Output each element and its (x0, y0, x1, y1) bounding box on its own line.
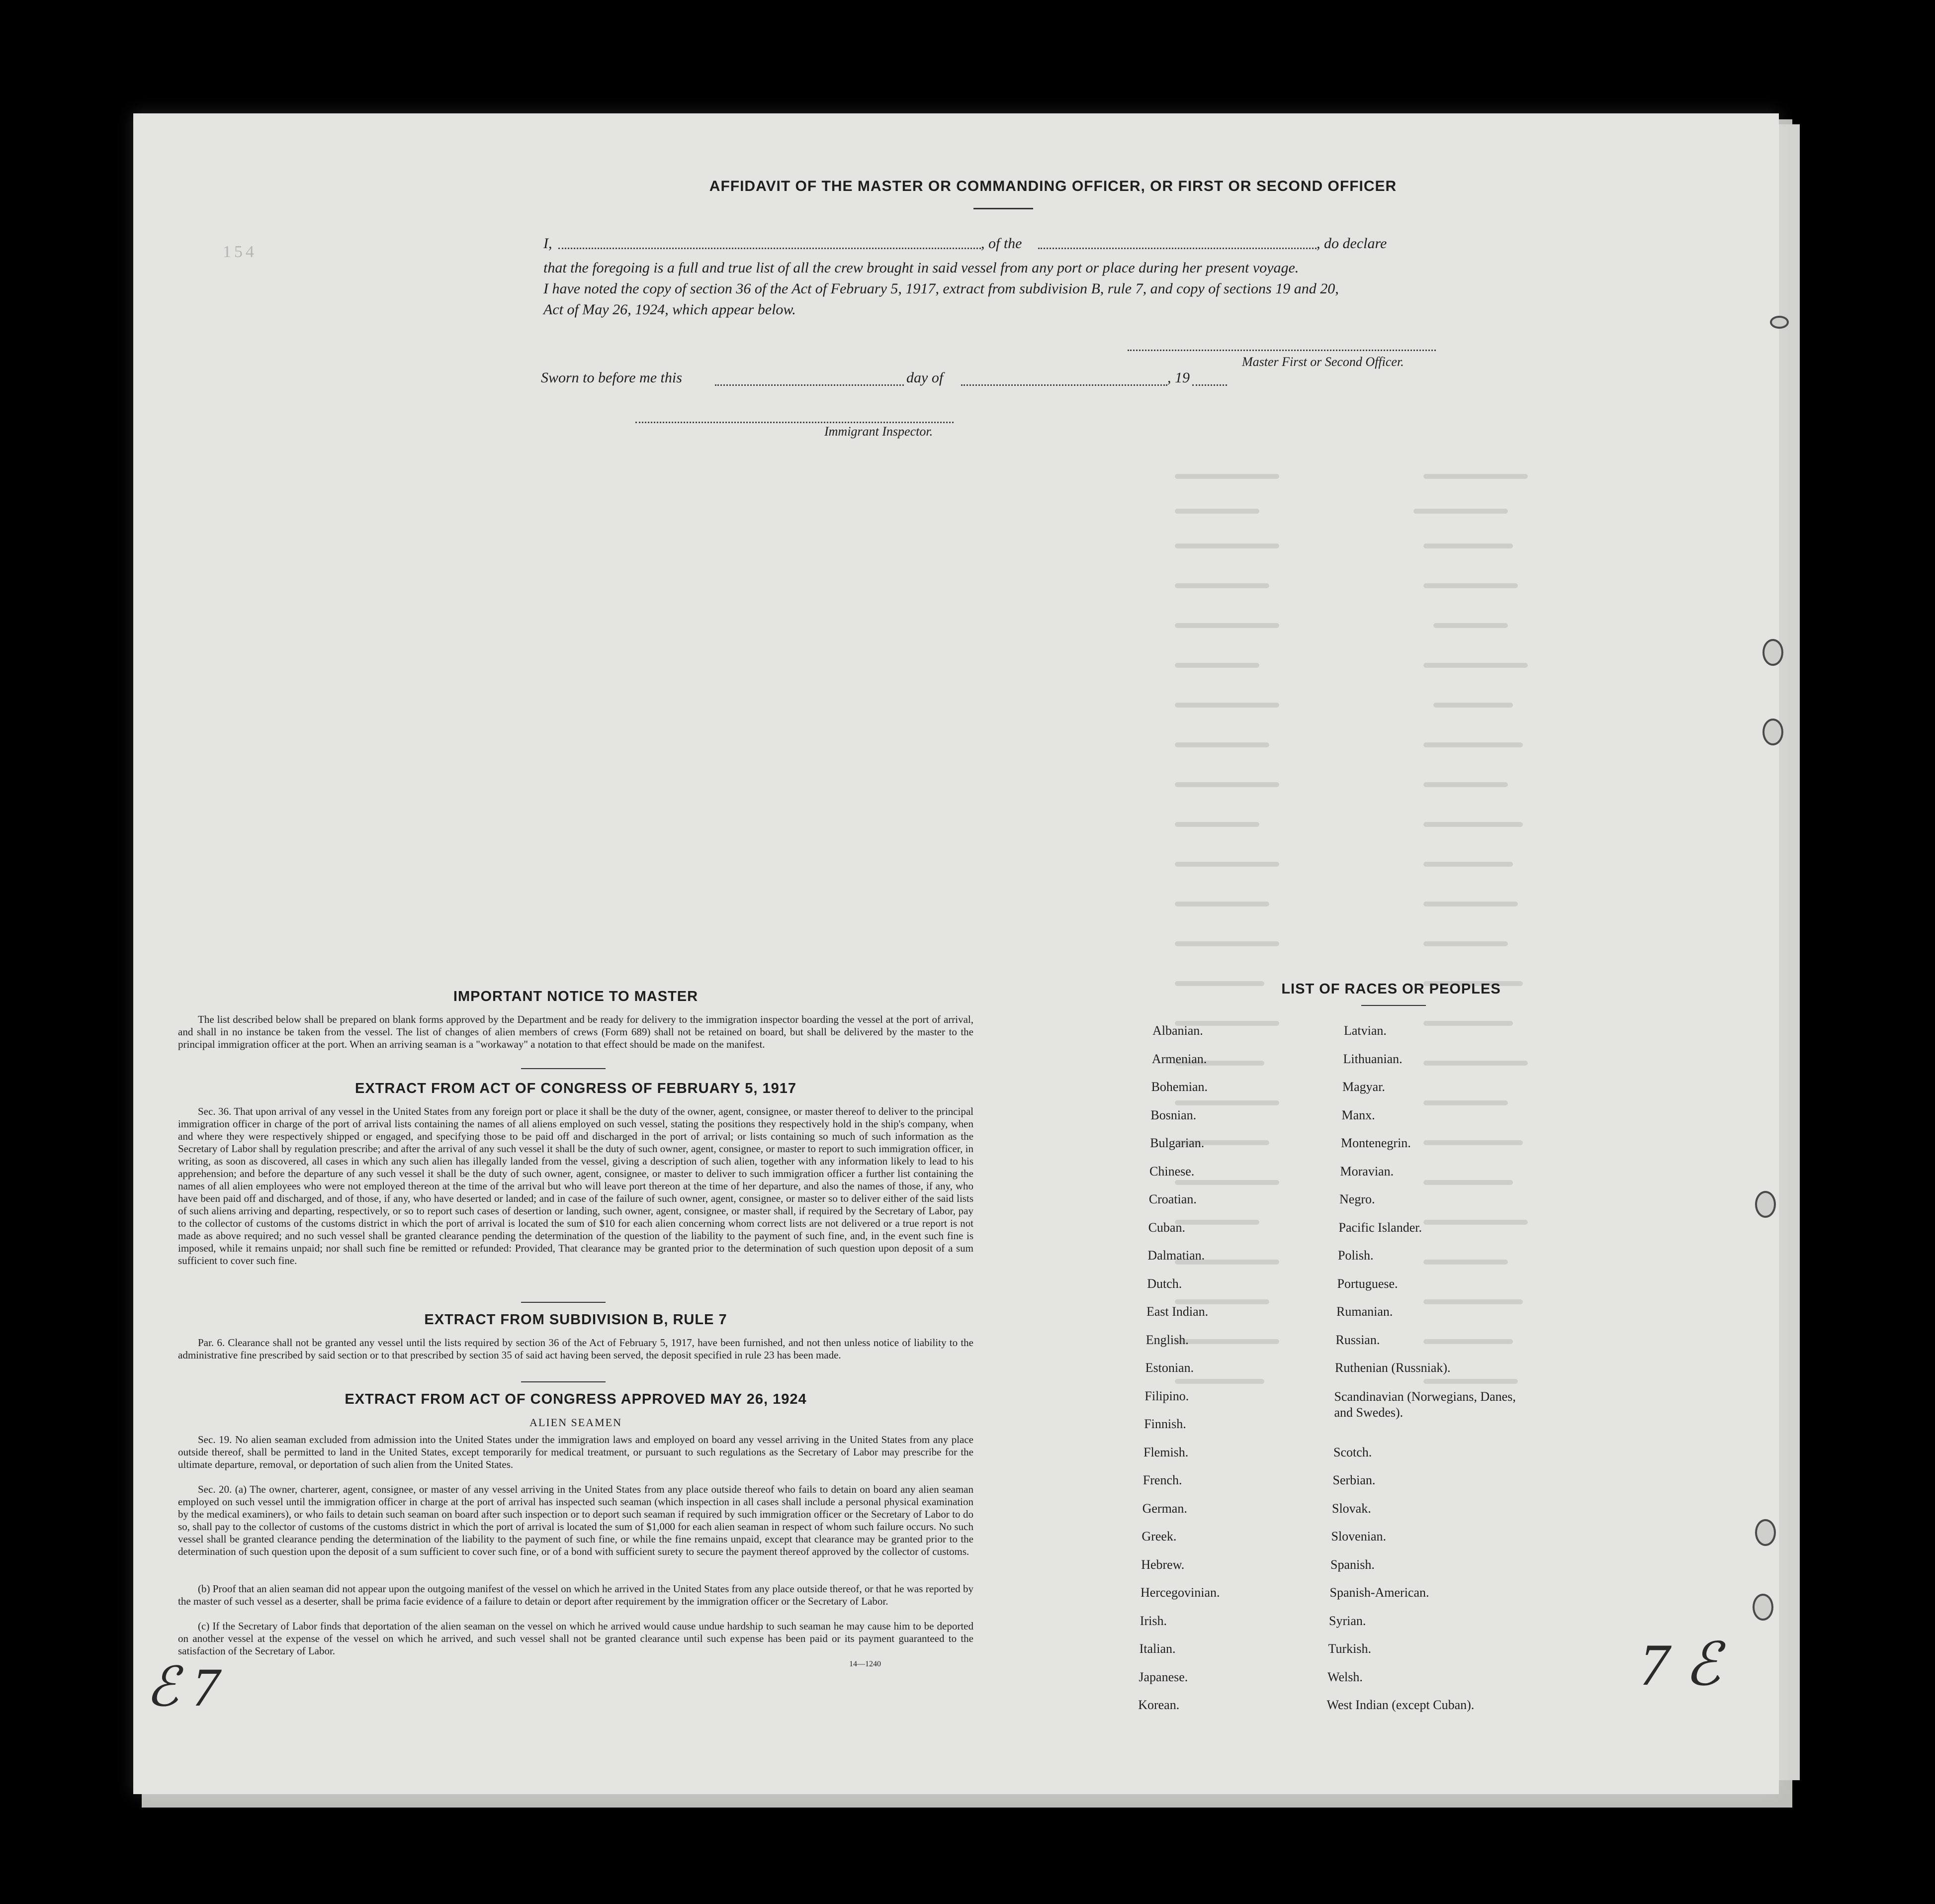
race-item: Spanish-American. (1329, 1585, 1429, 1600)
notice-divider (521, 1068, 606, 1069)
handwritten-mark-left: ℰ 7 (146, 1657, 220, 1718)
race-item: Chinese. (1149, 1164, 1195, 1179)
race-item: Polish. (1338, 1248, 1374, 1263)
binder-hole (1755, 1519, 1776, 1546)
extract-rule7-divider (521, 1381, 606, 1382)
race-item: Korean. (1138, 1698, 1180, 1712)
extract-1917-title: EXTRACT FROM ACT OF CONGRESS OF FEBRUARY 5, 1917 (354, 1081, 797, 1096)
race-item: Lithuanian. (1343, 1051, 1403, 1066)
sworn-month-field[interactable] (961, 384, 1167, 386)
extract-1924-sec20c: (c) If the Secretary of Labor finds that deportation of the alien seaman on the vessel on which he arrived would cause undue hardship to such seaman he may cause him to be deported on another vessel at the expense of the vessel on which he arrived, and such vessel shall not be granted clearance until such expense has been paid or its payment guaranteed to the satisfaction of the Secretary of Labor. (178, 1620, 973, 1657)
race-item: Magyar. (1342, 1080, 1385, 1094)
notice-title: IMPORTANT NOTICE TO MASTER (453, 989, 699, 1004)
sworn-day-of-label: day of (906, 369, 944, 386)
inspector-signature-field[interactable] (635, 422, 954, 423)
declare-of-label: , of the (981, 235, 1022, 252)
race-item: Rumanian. (1336, 1304, 1393, 1319)
declare-suffix: , do declare (1317, 235, 1387, 252)
race-item: Armenian. (1151, 1051, 1207, 1066)
race-item: Greek. (1142, 1529, 1177, 1543)
sworn-prefix: Sworn to before me this (541, 369, 682, 386)
race-item: Dutch. (1147, 1276, 1182, 1291)
page-mark: 154 (223, 243, 257, 261)
race-item: Croatian. (1148, 1192, 1197, 1206)
affidavit-line-3: I have noted the copy of section 36 of the Act of February 5, 1917, extract from subdivision B, rule 7, and copy of sections 19 and 20, (543, 280, 1339, 297)
race-item: Ruthenian (Russniak). (1335, 1360, 1451, 1375)
races-title: LIST OF RACES OR PEOPLES (1281, 981, 1501, 997)
officer-signature-field[interactable] (1128, 350, 1436, 351)
race-item: Albanian. (1152, 1023, 1203, 1038)
race-item: Dalmatian. (1147, 1248, 1205, 1263)
extract-1917-divider (521, 1302, 606, 1303)
binder-hole (1753, 1594, 1773, 1621)
race-item: Negro. (1339, 1192, 1375, 1206)
binder-hole (1770, 316, 1789, 329)
race-item: Hebrew. (1141, 1557, 1185, 1572)
race-item: French. (1143, 1473, 1182, 1487)
race-item: Bulgarian. (1150, 1136, 1205, 1150)
race-item: Serbian. (1332, 1473, 1376, 1487)
race-item: Turkish. (1328, 1641, 1371, 1656)
affidavit-statement (543, 258, 1587, 320)
document-page (133, 113, 1779, 1794)
race-item: Bohemian. (1151, 1080, 1208, 1094)
race-item: Scandinavian (Norwegians, Danes, and Swedes). (1334, 1389, 1516, 1420)
extract-1924-sec20b: (b) Proof that an alien seaman did not appear upon the outgoing manifest of the vessel on which he arrived in the United States from any place outside thereof, or that he was reported by the master of such vessel as a deserter, shall be prima facie evidence of a failure to detain or deport after requirement by the immigration officer or the Secretary of Labor. (178, 1583, 973, 1607)
affidavit-line-2: that the foregoing is a full and true list of all the crew brought in said vessel from any port or place during her present voyage. (543, 260, 1299, 276)
race-item: Italian. (1139, 1641, 1176, 1656)
race-item: Cuban. (1148, 1220, 1185, 1235)
race-item: Filipino. (1144, 1388, 1189, 1403)
race-item: Slovenian. (1331, 1529, 1386, 1543)
race-item: Portuguese. (1337, 1276, 1398, 1291)
declare-i-label: I, (543, 235, 552, 252)
title-underline (973, 208, 1033, 209)
race-item: Japanese. (1139, 1669, 1188, 1684)
affidavit-title: AFFIDAVIT OF THE MASTER OR COMMANDING OFFICER, OR FIRST OR SECOND OFFICER (709, 178, 1397, 194)
extract-rule7-title: EXTRACT FROM SUBDIVISION B, RULE 7 (424, 1312, 727, 1328)
race-item: Finnish. (1144, 1417, 1186, 1431)
extract-rule7-body: Par. 6. Clearance shall not be granted any vessel until the lists required by section 36 of the Act of February 5, 1917, have been furnished, and not then unless notice of liability to the administrative fine prescribed by said section or to that prescribed by section 35 of said act having been served, the deposit specified in rule 23 has been made. (178, 1337, 973, 1361)
race-item: Moravian. (1340, 1164, 1394, 1179)
extract-1917-body: Sec. 36. That upon arrival of any vessel in the United States from any foreign port or place it shall be the duty of the owner, agent, consignee, or master thereof to deliver to the principal immigration officer in charge of the port of arrival lists containing the names of all aliens employed on such vessel, stating the positions they respectively hold in the ship's company, when and where they were respectively shipped or engaged, and specifying those to be paid off and discharged in the port of arrival; or lists containing so much of such information as the Secretary of Labor shall by regulation prescribe; and after the arrival of any such vessel it shall be the duty of such owner, agent, consignee, or master to report to such immigration officer, in writing, as soon as discovered, all cases in which any such alien has illegally landed from the vessel, giving a description of such alien, together with any information likely to lead to his apprehension; and before the departure of any such vessel it shall be the duty of such owner, agent, consignee, or master to deliver to such immigration officer a further list containing the names of all alien employees who were not employed thereon at the time of the arrival but who will leave port thereon at the time of her departure, and also the names of those, if any, who have been paid off and discharged, and of those, if any, who have deserted or landed; and in case of the failure of such owner, agent, consignee, or master so to deliver either of the said lists of such aliens arriving and departing, respectively, or so to report such cases of desertion or landing, such owner, agent, consignee, or master shall, if required by the Secretary of Labor, pay to the collector of customs of the customs district in which the port of arrival is located the sum of $10 for each alien concerning whom correct lists are not delivered or a true report is not made as above required; and no such vessel shall be granted clearance pending the determination of the question of the liability to the payment of such fine, and, in the event such fine is imposed, while it remains unpaid; nor shall such fine be remitted or refunded: Provided, That clearance may be granted prior to the determination of such question upon deposit of a sum sufficient to cover such fine. (178, 1105, 973, 1267)
race-item: Russian. (1335, 1332, 1380, 1347)
extract-1924-title: EXTRACT FROM ACT OF CONGRESS APPROVED MAY 26, 1924 (345, 1391, 807, 1407)
declarant-name-field[interactable] (558, 248, 981, 249)
binder-hole (1755, 1191, 1776, 1218)
race-item: Welsh. (1327, 1669, 1363, 1684)
race-item: Slovak. (1332, 1501, 1371, 1516)
vessel-name-field[interactable] (1038, 248, 1317, 249)
race-item: English. (1145, 1332, 1189, 1347)
extract-1924-sec20a: Sec. 20. (a) The owner, charterer, agent, consignee, or master of any vessel arriving in the United States from any place outside thereof who fails to detain on board any alien seaman employed on such vessel until the immigration officer in charge at the port of arrival has inspected such seaman (which inspection in all cases shall include a personal physical examination by the medical examiners), or who fails to detain such seaman on board after such inspection or to deport such seaman if required by such immigration officer or the Secretary of Labor to do so, shall pay to the collector of customs of the customs district in which the port of arrival is located the sum of $1,000 for each alien seaman in respect of whom such failure occurs. No such vessel shall be granted clearance pending the determination of the liability to the payment of such fine, or while the fine remains unpaid, except that clearance may be granted prior to the determination of such question upon the deposit of a sum sufficient to cover such fine, or of a bond with sufficient surety to secure the payment thereof approved by the collector of customs. (178, 1483, 973, 1557)
form-number: 14—1240 (849, 1660, 881, 1668)
sworn-year-label: , 19 (1167, 369, 1190, 386)
extract-1924-sec19: Sec. 19. No alien seaman excluded from admission into the United States under the immigration laws and employed on board any vessel arriving in the United States from any place outside thereof, shall be permitted to land in the United States, except temporarily for medical treatment, or pursuant to such regulations as the Secretary of Labor may prescribe for the ultimate departure, removal, or deportation of such alien from the United States. (178, 1434, 973, 1470)
race-item: Pacific Islander. (1338, 1220, 1422, 1235)
race-item: Hercegovinian. (1141, 1585, 1220, 1600)
binder-hole (1762, 719, 1783, 745)
sworn-year-field[interactable] (1192, 384, 1227, 386)
inspector-caption: Immigrant Inspector. (824, 424, 933, 439)
binder-hole (1762, 639, 1783, 666)
race-item: Montenegrin. (1341, 1136, 1411, 1150)
race-item: Latvian. (1344, 1023, 1387, 1038)
race-item: West Indian (except Cuban). (1326, 1698, 1475, 1712)
extract-1924-subtitle: ALIEN SEAMEN (529, 1416, 622, 1429)
race-item: Flemish. (1143, 1445, 1189, 1459)
notice-body: The list described below shall be prepared on blank forms approved by the Department and be ready for delivery to the immigration inspector boarding the vessel at the port of arrival, and shall in no instance be taken from the vessel. The list of changes of alien members of crews (Form 689) shall not be retained on board, but shall be delivered by the master to the principal immigration officer at the port. When an arriving seaman is a "workaway" a notation to that effect should be made on the manifest. (178, 1013, 973, 1050)
race-item: Spanish. (1330, 1557, 1375, 1572)
affidavit-line-4: Act of May 26, 1924, which appear below. (543, 301, 796, 318)
race-item: Scotch. (1333, 1445, 1372, 1459)
officer-signature-caption: Master First or Second Officer. (1242, 355, 1404, 369)
race-item: German. (1142, 1501, 1187, 1516)
race-item: Syrian. (1329, 1613, 1366, 1628)
sworn-day-field[interactable] (715, 384, 904, 386)
handwritten-mark-right: 7 ℰ (1640, 1632, 1721, 1698)
race-item: Manx. (1341, 1107, 1375, 1122)
race-item: East Indian. (1146, 1304, 1209, 1319)
race-item: Irish. (1140, 1613, 1167, 1628)
race-item: Bosnian. (1150, 1107, 1197, 1122)
races-title-underline (1361, 1005, 1426, 1006)
race-item: Estonian. (1145, 1360, 1194, 1375)
